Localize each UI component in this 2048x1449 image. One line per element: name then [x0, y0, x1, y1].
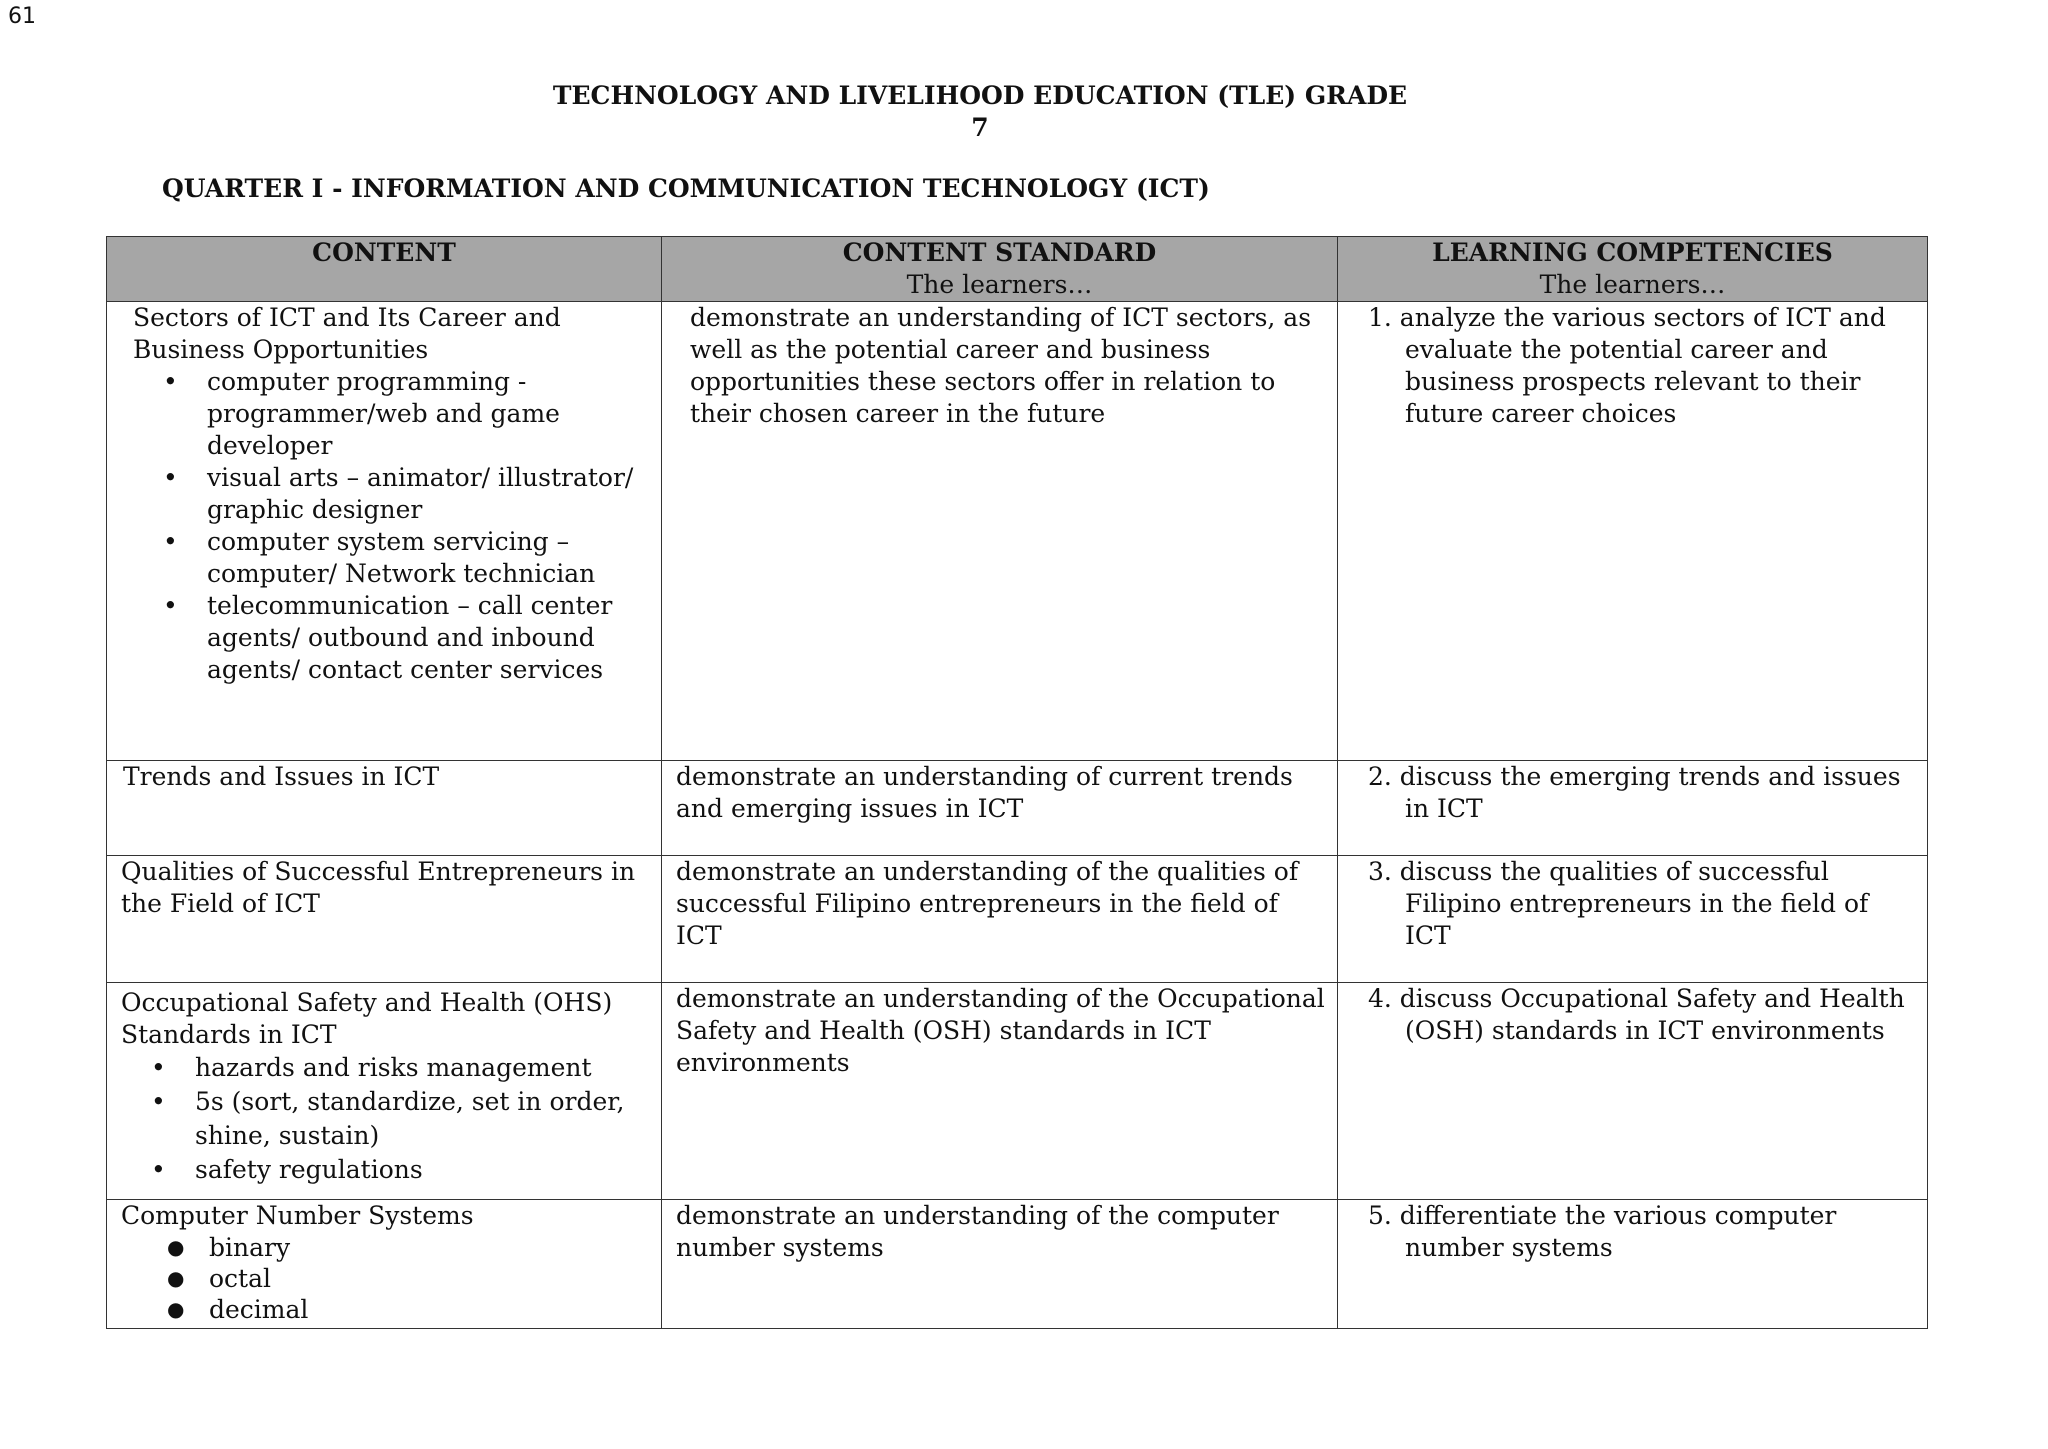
header-learning-competencies — [1338, 237, 1928, 302]
document-title-line-1: TECHNOLOGY AND LIVELIHOOD EDUCATION (TLE) GRADE — [552, 81, 1408, 110]
content-title: Computer Number Systems — [121, 1201, 474, 1230]
table-row — [107, 761, 1928, 856]
competency-cell — [1338, 302, 1928, 761]
content-cell — [107, 983, 662, 1200]
competency-text: 5. differentiate the various computer number systems — [1368, 1201, 1837, 1262]
content-standard-cell — [662, 1200, 1338, 1329]
content-standard-text: demonstrate an understanding of the Occupational Safety and Health (OSH) standards in ICT environments — [676, 984, 1325, 1077]
list-item: • computer system servicing – computer/ Network technician — [207, 526, 649, 590]
header-learning-competencies-label: LEARNING COMPETENCIES — [1432, 238, 1833, 267]
list-item: • computer programming - programmer/web and game developer — [207, 366, 649, 462]
content-bullet-list — [121, 1051, 649, 1187]
list-item: ● decimal — [209, 1294, 649, 1325]
table-row — [107, 302, 1928, 761]
content-title: Qualities of Successful Entrepreneurs in the Field of ICT — [121, 857, 636, 918]
content-standard-text: demonstrate an understanding of ICT sectors, as well as the potential career and business opportunities these sectors offer in relation to their chosen career in the future — [690, 303, 1312, 428]
content-standard-cell — [662, 302, 1338, 761]
header-content-standard-sub: The learners… — [906, 270, 1093, 299]
content-cell — [107, 856, 662, 983]
competency-cell — [1338, 856, 1928, 983]
header-content — [107, 237, 662, 302]
list-item: • visual arts – animator/ illustrator/ graphic designer — [207, 462, 649, 526]
page-number: 61 — [8, 4, 36, 29]
competency-text: 1. analyze the various sectors of ICT and evaluate the potential career and business prospects relevant to their future career choices — [1368, 303, 1886, 428]
document-title — [500, 80, 1460, 144]
competency-cell — [1338, 761, 1928, 856]
curriculum-table — [106, 236, 1928, 1329]
header-content-standard — [662, 237, 1338, 302]
table-row — [107, 856, 1928, 983]
list-item: • telecommunication – call center agents/ outbound and inbound agents/ contact center services — [207, 590, 649, 686]
list-item: ● binary — [209, 1232, 649, 1263]
content-standard-cell — [662, 856, 1338, 983]
content-title: Trends and Issues in ICT — [123, 762, 440, 791]
content-cell — [107, 302, 662, 761]
content-bullet-list — [121, 1232, 649, 1325]
content-cell — [107, 761, 662, 856]
header-learning-competencies-sub: The learners… — [1539, 270, 1726, 299]
content-standard-text: demonstrate an understanding of current trends and emerging issues in ICT — [676, 762, 1293, 823]
content-standard-text: demonstrate an understanding of the computer number systems — [676, 1201, 1279, 1262]
quarter-title: QUARTER I - INFORMATION AND COMMUNICATION TECHNOLOGY (ICT) — [162, 174, 1210, 203]
content-cell — [107, 1200, 662, 1329]
competency-cell — [1338, 1200, 1928, 1329]
header-content-standard-label: CONTENT STANDARD — [842, 238, 1157, 267]
header-content-label: CONTENT — [312, 238, 456, 267]
list-item: • safety regulations — [195, 1153, 649, 1187]
table-header-row — [107, 237, 1928, 302]
competency-text: 4. discuss Occupational Safety and Health (OSH) standards in ICT environments — [1368, 984, 1905, 1045]
content-bullet-list — [133, 366, 649, 686]
list-item: • 5s (sort, standardize, set in order, shine, sustain) — [195, 1085, 649, 1153]
list-item: ● octal — [209, 1263, 649, 1294]
table-row — [107, 1200, 1928, 1329]
content-standard-cell — [662, 761, 1338, 856]
list-item: • hazards and risks management — [195, 1051, 649, 1085]
content-standard-cell — [662, 983, 1338, 1200]
content-title: Sectors of ICT and Its Career and Business Opportunities — [133, 303, 561, 364]
competency-text: 2. discuss the emerging trends and issues in ICT — [1368, 762, 1901, 823]
content-standard-text: demonstrate an understanding of the qualities of successful Filipino entrepreneurs in the field of ICT — [676, 857, 1299, 950]
competency-cell — [1338, 983, 1928, 1200]
competency-text: 3. discuss the qualities of successful Filipino entrepreneurs in the field of ICT — [1368, 857, 1869, 950]
content-title: Occupational Safety and Health (OHS) Standards in ICT — [121, 988, 613, 1049]
table-row — [107, 983, 1928, 1200]
document-title-line-2: 7 — [971, 113, 989, 142]
